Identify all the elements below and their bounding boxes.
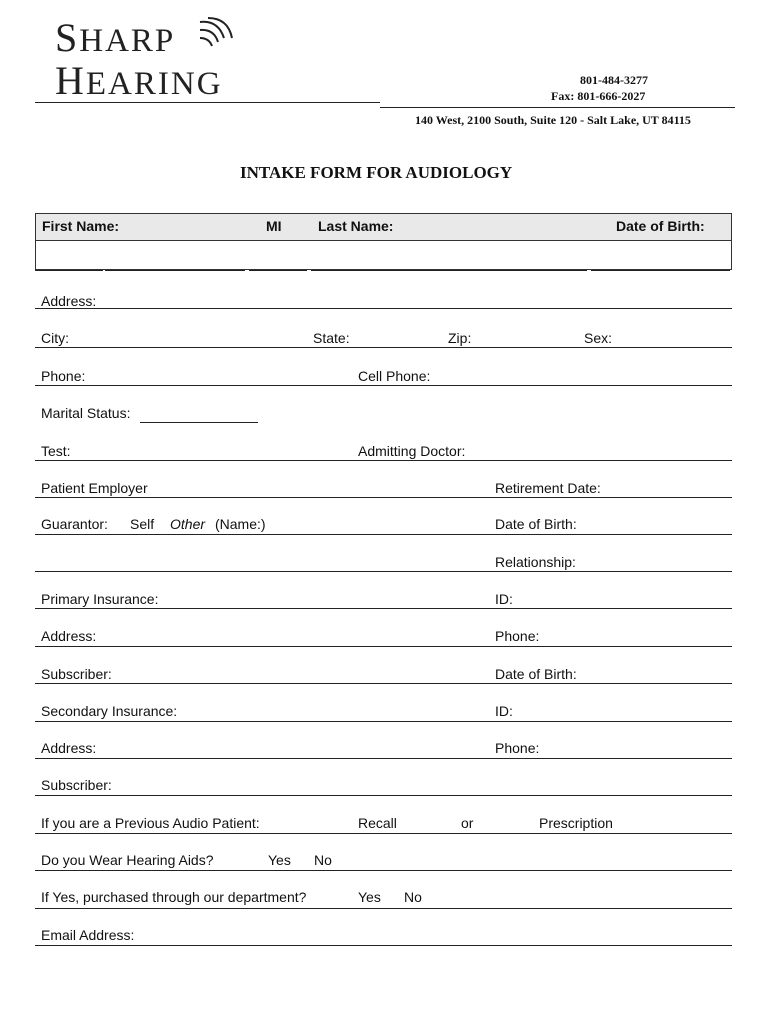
secondary-id-label: ID: [495,703,513,719]
purchased-yes-option[interactable]: Yes [358,889,381,905]
secondary-insurance-label: Secondary Insurance: [41,703,178,719]
retirement-date-label: Retirement Date: [495,480,601,496]
previous-patient-line [35,833,732,834]
letterhead-rule-right [380,107,735,108]
mi-label: MI [266,218,282,234]
name-section [35,213,732,270]
letterhead-rule-left [35,102,380,103]
dob-label: Date of Birth: [616,218,705,234]
name-header [36,214,731,241]
logo-line-2 [55,58,223,103]
marital-status-field[interactable] [140,422,258,423]
city-label: City: [41,330,69,346]
purchased-no-option[interactable]: No [404,889,422,905]
secondary-subscriber-field[interactable] [35,795,732,796]
secondary-address-label: Address: [41,740,97,756]
state-label: State: [313,330,350,346]
name-underline [249,270,307,271]
email-field[interactable] [35,945,732,946]
zip-label: Zip: [448,330,472,346]
primary-insurance-field[interactable] [35,608,732,609]
first-name-field[interactable] [42,243,240,267]
guarantor-field[interactable] [35,534,732,535]
secondary-insurance-field[interactable] [35,721,732,722]
primary-subscriber-dob-label: Date of Birth: [495,666,577,682]
or-label: or [461,815,474,831]
test-field[interactable] [35,460,732,461]
letterhead-address: 140 West, 2100 South, Suite 120 - Salt Lake, UT 84115 [415,113,691,127]
primary-address-field[interactable] [35,646,732,647]
phone-field[interactable] [35,385,732,386]
name-underline [35,270,103,271]
prescription-option[interactable]: Prescription [539,815,613,831]
guarantor-dob-label: Date of Birth: [495,516,577,532]
cell-phone-label: Cell Phone: [358,368,431,384]
secondary-phone-label: Phone: [495,740,540,756]
sex-label: Sex: [584,330,613,346]
primary-subscriber-label: Subscriber: [41,666,112,682]
employer-field[interactable] [35,497,732,498]
logo-line-1 [55,15,176,60]
name-underline [311,270,587,271]
recall-option[interactable]: Recall [358,815,397,831]
last-name-field[interactable] [312,243,588,267]
wear-aids-no-option[interactable]: No [314,852,332,868]
mi-field[interactable] [248,243,308,267]
guarantor-self-option[interactable]: Self [130,516,155,532]
guarantor-name-label: (Name:) [215,516,266,532]
first-name-label: First Name: [42,218,120,234]
letterhead-fax: Fax: 801-666-2027 [551,89,646,103]
address-field[interactable] [35,308,732,309]
sound-waves-icon [198,16,238,52]
wear-aids-line [35,870,732,871]
primary-insurance-label: Primary Insurance: [41,591,159,607]
dob-field[interactable] [592,243,726,267]
relationship-label: Relationship: [495,554,576,570]
form-title: INTAKE FORM FOR AUDIOLOGY [240,163,513,182]
city-state-zip-field[interactable] [35,347,732,348]
address-label: Address: [41,293,97,309]
name-underline [105,270,245,271]
guarantor-other-option[interactable]: Other [170,516,206,532]
primary-address-label: Address: [41,628,97,644]
patient-employer-label: Patient Employer [41,480,148,496]
primary-phone-label: Phone: [495,628,540,644]
wear-aids-label: Do you Wear Hearing Aids? [41,852,214,868]
secondary-address-field[interactable] [35,758,732,759]
logo-text-sharp: SHARP [55,15,176,60]
guarantor-label: Guarantor: [41,516,108,532]
test-label: Test: [41,443,71,459]
letterhead-phone: 801-484-3277 [580,73,648,87]
logo-text-hearing: HEARING [55,58,223,103]
purchased-line [35,908,732,909]
marital-status-label: Marital Status: [41,405,131,421]
last-name-label: Last Name: [318,218,394,234]
name-underline [591,270,730,271]
wear-aids-yes-option[interactable]: Yes [268,852,291,868]
relationship-field[interactable] [35,571,732,572]
phone-label: Phone: [41,368,86,384]
admitting-doctor-label: Admitting Doctor: [358,443,466,459]
email-label: Email Address: [41,927,135,943]
purchased-label: If Yes, purchased through our department? [41,889,307,905]
primary-id-label: ID: [495,591,513,607]
previous-patient-label: If you are a Previous Audio Patient: [41,815,260,831]
secondary-subscriber-label: Subscriber: [41,777,112,793]
primary-subscriber-field[interactable] [35,683,732,684]
